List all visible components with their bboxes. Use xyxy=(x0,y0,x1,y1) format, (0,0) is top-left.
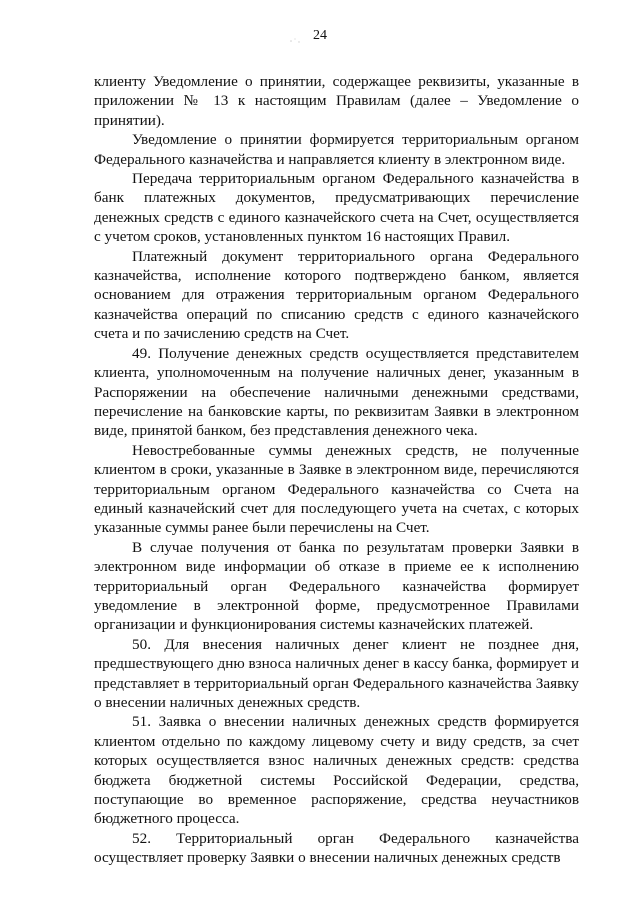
paragraph-notification-formed: Уведомление о принятии формируется территориальным органом Федерального казначейства и направляется клиенту в электронном виде. xyxy=(94,131,579,168)
paragraph-item-51: 51. Заявка о внесении наличных денежных средств формируется клиентом отдельно по каждому лицевому счету и виду средств, за счет которых осуществляется взнос наличных денежных средств: средства бюджета бюджетной системы Российской Федерации, средства, поступающие во временное распоряжение, средства неучастников бюджетного процесса. xyxy=(94,713,579,828)
page-number: 24 xyxy=(313,28,327,43)
paragraph-refusal-case: В случае получения от банка по результатам проверки Заявки в электронном виде информации об отказе в приеме ее к исполнению территориальный орган Федерального казначейства формирует уведомление в электронной форме, предусмотренное Правилами организации и функционирования системы казначейских платежей. xyxy=(94,538,579,634)
paragraph-item-50: 50. Для внесения наличных денег клиент не позднее дня, предшествующего дню взноса наличных денег в кассу банка, формирует и представляет в территориальный орган Федерального казначейства Заявку о внесении наличных денежных средств. xyxy=(94,635,579,711)
paragraph-item-52: 52. Территориальный орган Федерального казначейства осуществляет проверку Заявки о внесении наличных денежных средств xyxy=(94,829,579,867)
document-body xyxy=(94,72,579,868)
paragraph-payment-transfer: Передача территориальным органом Федерального казначейства в банк платежных документов, предусматривающих перечисление денежных средств с единого казначейского счета на Счет, осуществляется с учетом сроков, установленных пунктом 16 настоящих Правил. xyxy=(94,170,579,246)
paragraph-unclaimed-sums: Невостребованные суммы денежных средств, не полученные клиентом в сроки, указанные в Заявке в электронном виде, перечисляются территориальным органом Федерального казначейства со Счета на единый казначейский счет для последующего учета на счетах, с которых указанные суммы ранее были перечислены на Счет. xyxy=(94,441,579,537)
paragraph-continuation: клиенту Уведомление о принятии, содержащее реквизиты, указанные в приложении № 13 к настоящим Правилам (далее – Уведомление о принятии). xyxy=(94,73,579,129)
paragraph-item-49: 49. Получение денежных средств осуществляется представителем клиента, уполномоченным на получение наличных денег, указанным в Распоряжении на обеспечение наличными денежными средствами, перечисление на банковские карты, по реквизитам Заявки в электронном виде, принятой банком, без представления денежного чека. xyxy=(94,344,579,440)
paragraph-payment-document: Платежный документ территориального органа Федерального казначейства, исполнение которого подтверждено банком, является основанием для отражения территориальным органом Федерального казначейства операций по списанию средств с единого казначейского счета и по зачислению средств на Счет. xyxy=(94,247,579,343)
scan-artifact xyxy=(288,36,302,46)
